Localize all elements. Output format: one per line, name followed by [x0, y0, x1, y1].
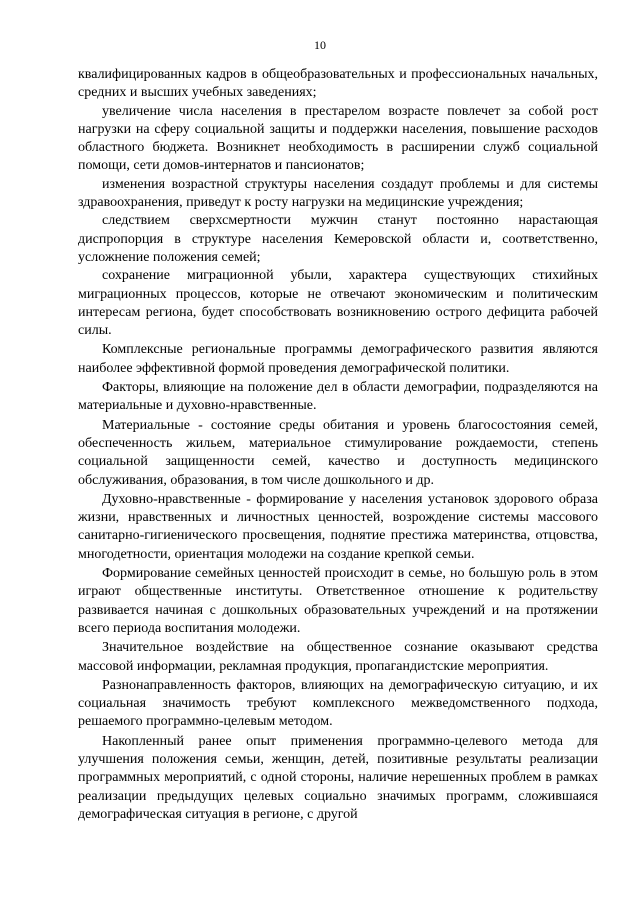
paragraph-material-factors: Материальные - состояние среды обитания и уровень благосостояния семей, обеспеченность жильем, материальное стимулирование рождаемости, степень социальной защищенности семей, качество и доступность медицинского обслуживания, образования, в том числе дошкольного и др. — [78, 417, 598, 488]
paragraph-elderly-population: увеличение числа населения в престарелом возрасте повлечет за собой рост нагрузки на сферу социальной защиты и поддержки населения, повышение расходов областного бюджета. Возникнет необходимость в расширении служб социальной помощи, сети домов-интернатов и пансионатов; — [78, 103, 598, 174]
paragraph-mass-media: Значительное воздействие на общественное сознание оказывают средства массовой информации, рекламная продукция, пропагандистские мероприятия. — [78, 640, 598, 674]
paragraph-age-structure: изменения возрастной структуры населения создадут проблемы и для системы здравоохранения, приведут к росту нагрузки на медицинские учреждения; — [78, 176, 598, 211]
paragraph-migration: сохранение миграционной убыли, характера существующих стихийных миграционных процессов, которые не отвечают экономическим и политическим интересам региона, будет способствовать возникновению острого дефицита рабочей силы. — [78, 268, 598, 339]
paragraph-interagency-approach: Разнонаправленность факторов, влияющих на демографическую ситуацию, и их социальная значимость требуют комплексного межведомственного подхода, решаемого программно-целевым методом. — [78, 677, 598, 730]
paragraph-family-values: Формирование семейных ценностей происходит в семье, но большую роль в этом играют общественные институты. Ответственное отношение к родительству развивается начиная с дошкольных образовательных учреждений и на протяжении всего периода воспитания молодежи. — [78, 566, 598, 636]
paragraph-continuation: квалифицированных кадров в общеобразовательных и профессиональных начальных, средних и высших учебных заведениях; — [78, 67, 598, 101]
paragraph-factors: Факторы, влияющие на положение дел в области демографии, подразделяются на материальные и духовно-нравственные. — [78, 380, 598, 414]
paragraph-regional-programs: Комплексные региональные программы демографического развития являются наиболее эффективной формой проведения демографической политики. — [78, 342, 598, 376]
paragraph-male-mortality: следствием сверхсмертности мужчин станут постоянно нарастающая диспропорция в структуре населения Кемеровской области и, соответственно, усложнение положения семей; — [78, 213, 598, 265]
paragraph-program-experience: Накопленный ранее опыт применения программно-целевого метода для улучшения положения семьи, женщин, детей, позитивные результаты реализации программных мероприятий, с одной стороны, наличие нерешенных проблем в рамках реализации предыдущих целевых социально значимых программ, сложившаяся демографическая ситуация в регионе, с другой — [78, 733, 598, 822]
paragraph-moral-factors: Духовно-нравственные - формирование у населения установок здорового образа жизни, нравственных и личностных ценностей, возрождение системы массового санитарно-гигиенического просвещения, поднятие престижа материнства, отцовства, многодетности, ориентация молодежи на создание крепкой семьи. — [78, 491, 598, 562]
document-body — [78, 66, 598, 824]
page-number: 10 — [314, 38, 326, 52]
